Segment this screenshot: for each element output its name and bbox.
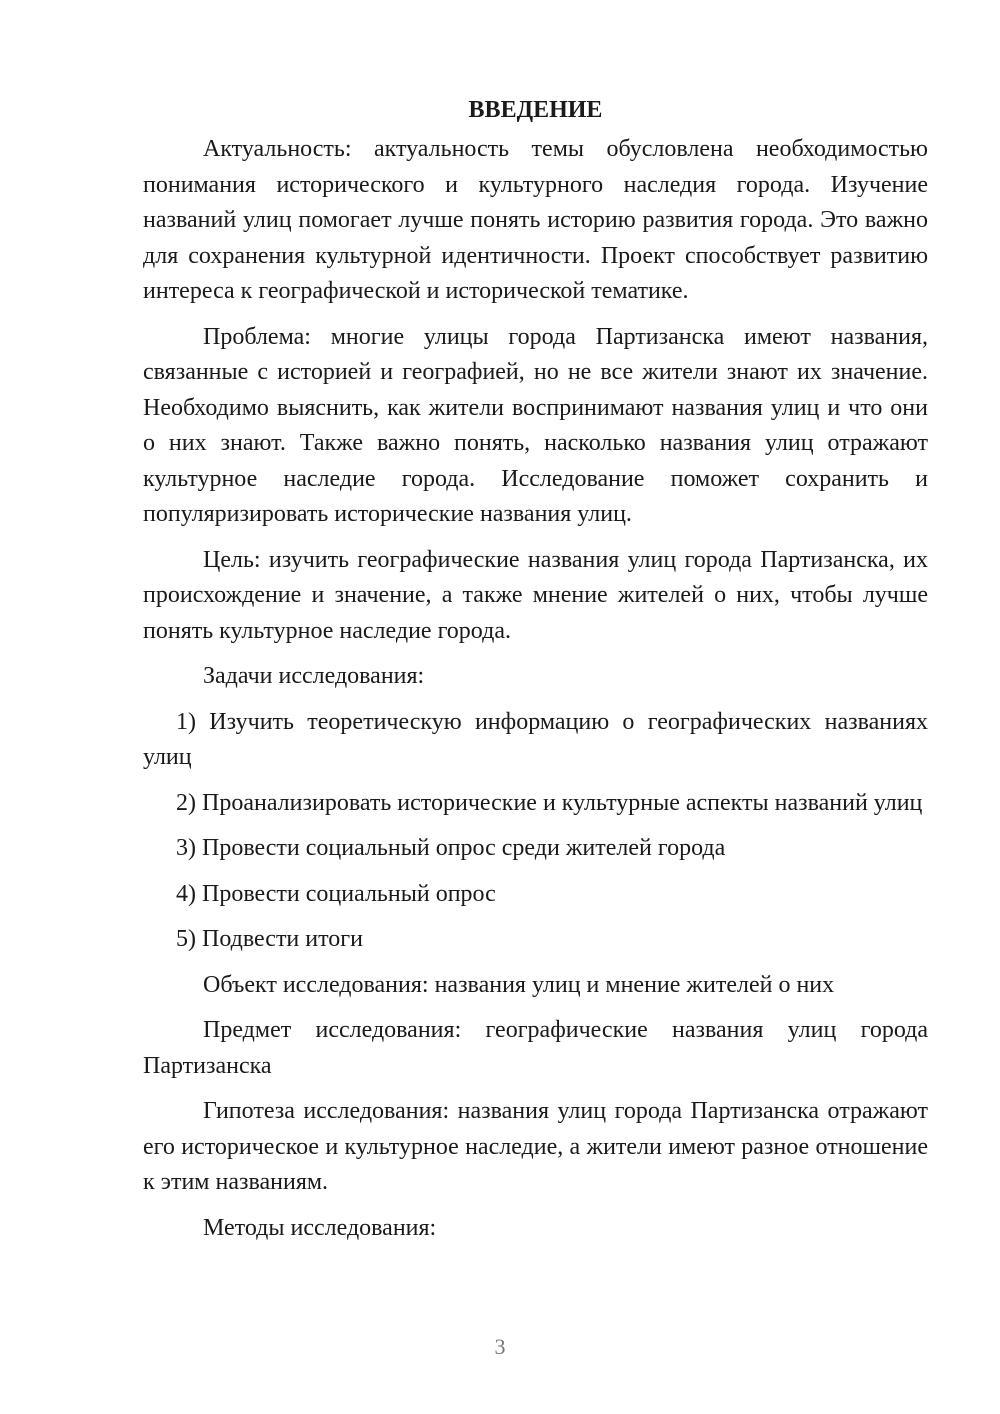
paragraph-tasks-title: Задачи исследования: — [203, 663, 425, 689]
task-item-4: 4) Провести социальный опрос — [176, 880, 496, 907]
page-content — [143, 92, 928, 1256]
section-heading: ВВЕДЕНИЕ — [468, 97, 603, 123]
paragraph-hypothesis: Гипотеза исследования: названия улиц города Партизанска отражают его историческое и культурное наследие, а жители имеют разное отношение к этим названиям. — [143, 1098, 928, 1195]
paragraph-object: Объект исследования: названия улиц и мнение жителей о них — [203, 971, 835, 998]
paragraph-methods-title: Методы исследования: — [203, 1214, 437, 1241]
paragraph-problem: Проблема: многие улицы города Партизанска имеют названия, связанные с историей и географией, но не все жители знают их значение. Необходимо выяснить, как жители воспринимают названия улиц и что они о них знают. Также важно понять, насколько названия улиц отражают культурное наследие города. Исследование поможет сохранить и популяризировать исторические названия улиц. — [143, 323, 928, 527]
task-item-5: 5) Подвести итоги — [176, 926, 363, 952]
page-number: 3 — [494, 1334, 506, 1359]
paragraph-goal: Цель: изучить географические названия улиц города Партизанска, их происхождение и значение, а также мнение жителей о них, чтобы лучше понять культурное наследие города. — [143, 546, 928, 644]
task-item-2: 2) Проанализировать исторические и культурные аспекты названий улиц — [176, 789, 923, 816]
task-item-1: 1) Изучить теоретическую информацию о географических названиях улиц — [143, 708, 928, 770]
paragraph-subject: Предмет исследования: географические названия улиц города Партизанска — [143, 1017, 928, 1079]
task-item-3: 3) Провести социальный опрос среди жителей города — [176, 835, 726, 861]
paragraph-relevance: Актуальность: актуальность темы обусловлена необходимостью понимания исторического и культурного наследия города. Изучение названий улиц помогает лучше понять историю развития города. Это важно для сохранения культурной идентичности. Проект способствует развитию интереса к географической и исторической тематике. — [143, 136, 928, 304]
